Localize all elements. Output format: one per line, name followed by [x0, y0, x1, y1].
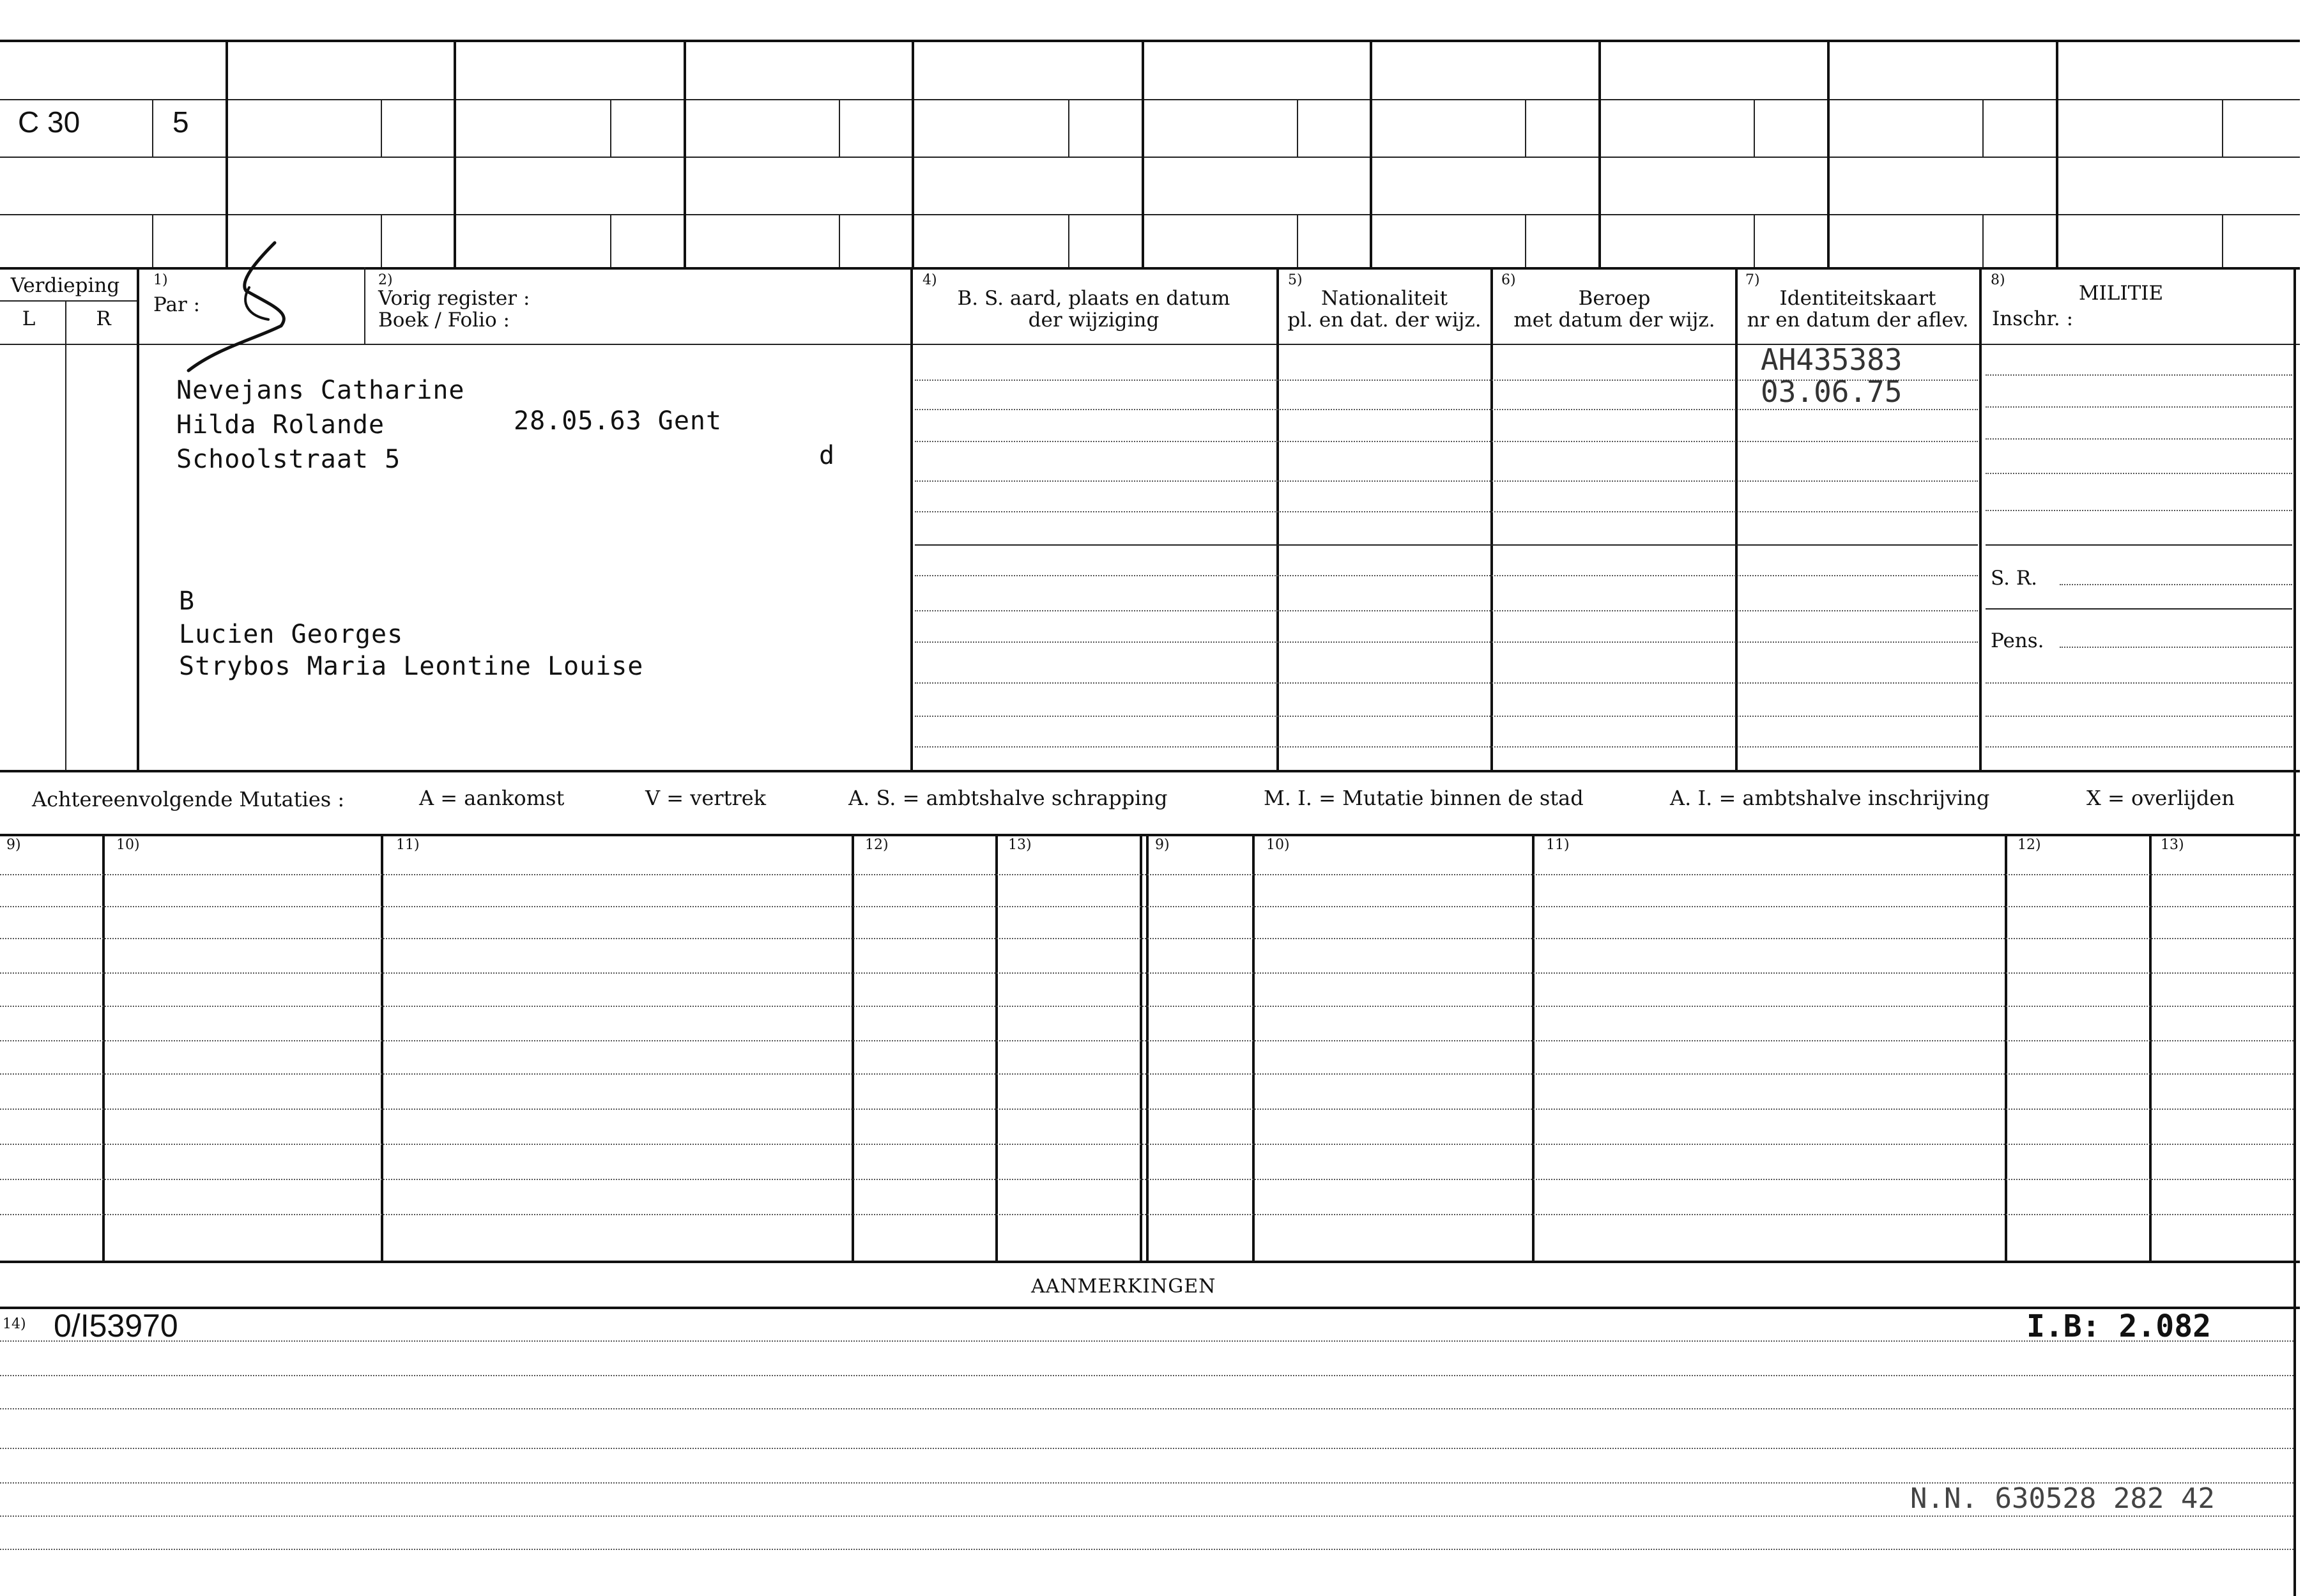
legend-ai: A. I. = ambtshalve inschrijving — [1670, 786, 1990, 810]
mut-col-10a: 10) — [116, 837, 140, 853]
legend-as: A. S. = ambtshalve schrapping — [848, 786, 1168, 810]
id-number: AH435383 — [1761, 342, 1902, 377]
mut-row-line — [0, 972, 2293, 974]
top-border — [0, 40, 2300, 42]
mut-col-9a: 9) — [6, 837, 21, 853]
grid-divider — [1598, 40, 1601, 267]
mut-col-line — [995, 834, 998, 1261]
grid-subdivider — [1754, 99, 1755, 157]
nat-num: 5) — [1288, 272, 1303, 288]
legend-a: A = aankomst — [419, 786, 565, 810]
remarks-line — [0, 1375, 2293, 1376]
grid-divider — [454, 40, 456, 267]
remarks-line — [0, 1549, 2293, 1550]
entry-line — [915, 575, 1978, 576]
remarks-num: 14) — [3, 1316, 26, 1332]
col-line — [364, 267, 365, 344]
militie-line — [1986, 544, 2292, 546]
mut-col-line — [1140, 834, 1142, 1261]
section-divider — [0, 770, 2300, 772]
mil-num: 8) — [1991, 272, 2005, 288]
mut-row-line — [0, 1214, 2293, 1215]
entry-line — [915, 544, 1978, 546]
par-num: 1) — [153, 272, 168, 288]
militie-line — [1986, 438, 2292, 440]
vorig-register: Vorig register : — [378, 287, 530, 310]
mut-col-10b: 10) — [1266, 837, 1290, 853]
mut-row-line — [0, 1040, 2293, 1041]
entry-line — [915, 511, 1978, 512]
mut-col-line — [852, 834, 854, 1261]
mutations-bottom — [0, 1261, 2300, 1263]
col-line — [910, 267, 913, 770]
entry-line — [915, 716, 1978, 717]
grid-line — [0, 99, 2300, 100]
nat-header-1: Nationaliteit — [1321, 287, 1448, 310]
grid-subdivider — [2222, 214, 2223, 267]
mut-col-9b: 9) — [1155, 837, 1170, 853]
grid-code: C 30 — [18, 105, 80, 139]
entry-line — [915, 682, 1978, 684]
id-header-2: nr en datum der aflev. — [1747, 309, 1969, 332]
remarks-nn: N.N. 630528 282 42 — [1910, 1482, 2215, 1515]
grid-subdivider — [1068, 214, 1069, 267]
grid-subdivider — [381, 99, 382, 157]
mut-row-line — [0, 874, 2293, 875]
verdieping-label: Verdieping — [10, 274, 120, 297]
entry-line — [915, 641, 1978, 643]
mut-col-13a: 13) — [1008, 837, 1032, 853]
grid-subdivider — [1068, 99, 1069, 157]
bs-header-1: B. S. aard, plaats en datum — [957, 287, 1230, 310]
remarks-title: AANMERKINGEN — [1031, 1275, 1216, 1298]
person-birth: 28.05.63 Gent — [514, 406, 723, 436]
militie-line — [1986, 406, 2292, 408]
legend-mi: M. I. = Mutatie binnen de stad — [1264, 786, 1584, 810]
mut-col-line — [1252, 834, 1255, 1261]
sr-label: S. R. — [1991, 567, 2038, 590]
mut-col-11b: 11) — [1546, 837, 1570, 853]
mut-row-line — [0, 1144, 2293, 1145]
col-line — [65, 300, 66, 770]
mut-col-line — [1146, 834, 1149, 1261]
militie-line — [1986, 746, 2292, 748]
id-date: 03.06.75 — [1761, 374, 1902, 409]
militie-line — [1986, 716, 2292, 717]
grid-subdivider — [839, 214, 840, 267]
beroep-header-1: Beroep — [1578, 287, 1651, 310]
pens-line — [2060, 647, 2292, 648]
nat-header-2: pl. en dat. der wijz. — [1287, 309, 1481, 332]
mut-row-line — [0, 1179, 2293, 1180]
header-divider — [0, 344, 2300, 345]
remarks-top — [0, 1307, 2300, 1309]
grid-subdivider — [152, 99, 153, 157]
grid-subdivider — [1982, 214, 1984, 267]
grid-subdivider — [1982, 99, 1984, 157]
grid-divider — [912, 40, 914, 267]
militie-line — [1986, 473, 2292, 474]
col-line — [1490, 267, 1493, 770]
par-label: Par : — [153, 293, 201, 316]
militie-line — [1986, 374, 2292, 376]
verdieping-sub-line — [0, 300, 137, 302]
remarks-ib: I.B: 2.082 — [2026, 1308, 2211, 1344]
mut-row-line — [0, 1006, 2293, 1007]
remarks-line — [0, 1340, 2293, 1342]
col-line — [137, 267, 139, 770]
mut-col-line — [381, 834, 383, 1261]
entry-line — [915, 409, 1978, 410]
militie-line — [1986, 682, 2292, 684]
grid-divider — [1142, 40, 1144, 267]
col-line — [1735, 267, 1738, 770]
grid-subdivider — [1297, 99, 1298, 157]
remarks-line — [0, 1515, 2293, 1517]
mut-col-11a: 11) — [396, 837, 420, 853]
militie-line — [1986, 608, 2292, 610]
pens-label: Pens. — [1991, 629, 2044, 652]
entry-line — [915, 746, 1978, 748]
grid-subdivider — [1754, 214, 1755, 267]
grid-divider — [2056, 40, 2058, 267]
bs-num: 4) — [923, 272, 937, 288]
mut-col-line — [102, 834, 105, 1261]
mutations-top — [0, 834, 2300, 836]
vorig-num: 2) — [378, 272, 393, 288]
entry-line — [915, 441, 1978, 442]
grid-subdivider — [152, 214, 153, 267]
handwritten-mark — [179, 236, 307, 377]
remarks-line — [0, 1448, 2293, 1449]
mut-row-line — [0, 938, 2293, 939]
mut-col-13b: 13) — [2161, 837, 2184, 853]
mut-col-12a: 12) — [865, 837, 889, 853]
verdieping-r: R — [96, 307, 111, 330]
beroep-num: 6) — [1501, 272, 1516, 288]
remarks-code: 0/I53970 — [54, 1308, 178, 1344]
grid-subdivider — [1525, 214, 1526, 267]
person-name-line2: Hilda Rolande — [176, 410, 385, 440]
grid-subdivider — [2222, 99, 2223, 157]
militie-header: MILITIE — [2078, 282, 2164, 305]
grid-line — [0, 214, 2300, 215]
entry-line — [915, 610, 1978, 611]
mother-name: Strybos Maria Leontine Louise — [179, 652, 644, 681]
grid-subdivider — [610, 214, 611, 267]
mut-col-line — [2005, 834, 2007, 1261]
sr-line — [2060, 584, 2292, 585]
mut-row-line — [0, 1073, 2293, 1075]
grid-divider — [1370, 40, 1372, 267]
grid-subdivider — [610, 99, 611, 157]
mut-col-line — [1532, 834, 1535, 1261]
person-address: Schoolstraat 5 — [176, 445, 401, 474]
beroep-header-2: met datum der wijz. — [1513, 309, 1715, 332]
boek-folio: Boek / Folio : — [378, 309, 510, 332]
verdieping-l: L — [22, 307, 36, 330]
mut-row-line — [0, 1109, 2293, 1110]
id-header-1: Identiteitskaart — [1779, 287, 1936, 310]
bs-header-2: der wijziging — [1028, 309, 1160, 332]
legend-x: X = overlijden — [2086, 786, 2235, 810]
father-name: Lucien Georges — [179, 620, 404, 649]
edge-line — [2293, 267, 2296, 1596]
legend-v: V = vertrek — [645, 786, 767, 810]
grid-subdivider — [839, 99, 840, 157]
legend-title: Achtereenvolgende Mutaties : — [32, 787, 345, 811]
grid-subdivider — [1525, 99, 1526, 157]
remarks-line — [0, 1408, 2293, 1409]
id-num: 7) — [1745, 272, 1760, 288]
grid-divider — [684, 40, 686, 267]
inschr-label: Inschr. : — [1992, 307, 2074, 330]
militie-line — [1986, 510, 2292, 511]
mut-col-line — [2149, 834, 2152, 1261]
grid-divider — [226, 40, 228, 267]
grid-subdivider — [381, 214, 382, 267]
col-line — [1979, 267, 1982, 770]
grid-bottom-border — [0, 267, 2300, 270]
grid-divider — [1827, 40, 1830, 267]
person-b: B — [179, 587, 195, 616]
person-name-line1: Nevejans Catharine — [176, 376, 465, 405]
person-mark: d — [819, 441, 836, 470]
col-line — [1276, 267, 1279, 770]
entry-line — [915, 480, 1978, 482]
grid-subdivider — [1297, 214, 1298, 267]
grid-line — [0, 157, 2300, 158]
mut-col-12b: 12) — [2017, 837, 2041, 853]
mut-row-line — [0, 906, 2293, 907]
grid-number: 5 — [172, 105, 189, 139]
